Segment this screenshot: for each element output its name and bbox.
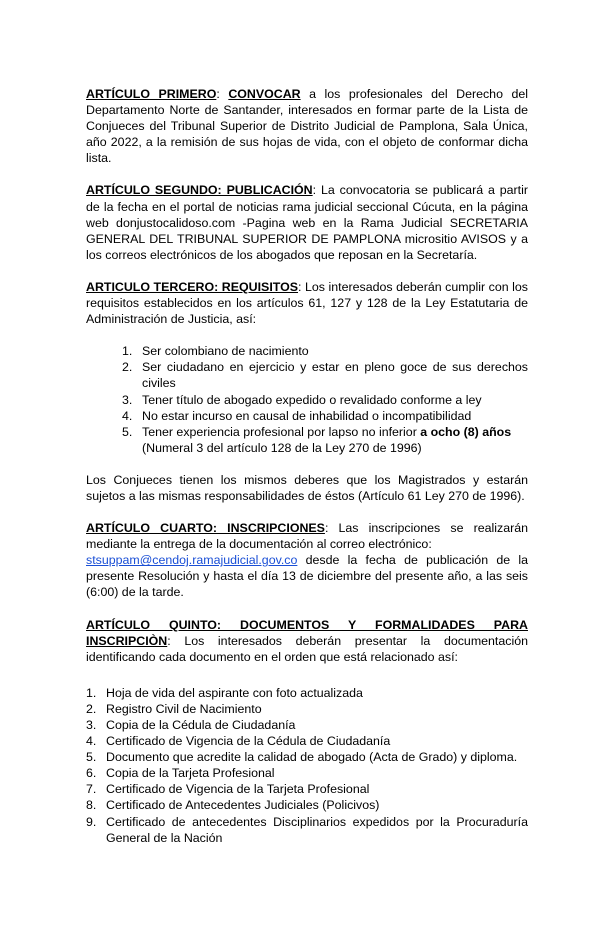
article-4-label: ARTÍCULO CUARTO: INSCRIPCIONES — [86, 521, 325, 536]
list-item: 5. Tener experiencia profesional por lapso no inferior a ocho (8) años (Numeral 3 del artículo 128 de la Ley 270 de 1996) — [122, 424, 512, 455]
article-4 — [86, 520, 528, 600]
article-1-sep: : — [216, 87, 229, 101]
list-item: 1. Hoja de vida del aspirante con foto actualizada — [86, 685, 363, 700]
article-4-text-2: desde la fecha de publicación de la presente Resolución y hasta el día 13 de diciembre del presente año, a las seis (6:00) de la tarde. — [86, 553, 528, 600]
list-item: 4. No estar incurso en causal de inhabilidad o incompatibilidad — [122, 408, 472, 423]
requirement-note: (Numeral 3 del artículo 128 de la Ley 270 de 1996) — [142, 440, 422, 455]
list-item: 9. Certificado de antecedentes Disciplinarios expedidos por la Procuraduría General de la Nación — [86, 814, 528, 845]
article-1-action: CONVOCAR — [228, 87, 301, 101]
article-1-text: a los profesionales del Derecho del Departamento Norte de Santander, interesados en formar parte de la Lista de Conjueces del Tribunal Superior de Distrito Judicial de Pamplona, Sala Única, año 2022, a la remisión de sus hojas de vida, con el objeto de conformar dicha lista. — [86, 87, 529, 166]
list-item: 2. Ser ciudadano en ejercicio y estar en pleno goce de sus derechos civiles — [122, 360, 528, 391]
article-3-label: ARTICULO TERCERO: REQUISITOS — [86, 279, 299, 294]
conjueces-duties: Los Conjueces tienen los mismos deberes que los Magistrados y estarán sujetos a las mismas responsabilidades de éstos (Artículo 61 Ley 270 de 1996). — [86, 472, 528, 503]
article-4-text: : Las inscripciones se realizarán mediante la entrega de la documentación al correo electrónico: — [86, 521, 528, 552]
article-5 — [86, 617, 528, 665]
list-item: 4. Certificado de Vigencia de la Cédula de Ciudadanía — [86, 734, 391, 749]
article-2-label: ARTÍCULO SEGUNDO: PUBLICACIÓN — [86, 183, 313, 198]
documents-list — [86, 685, 528, 846]
document-page — [86, 86, 528, 862]
experience-years: a ocho (8) años — [420, 424, 512, 439]
article-2 — [86, 182, 528, 262]
list-item: 1. Ser colombiano de nacimiento — [122, 344, 309, 359]
article-3 — [86, 279, 528, 327]
article-3-text: : Los interesados deberán cumplir con los requisitos establecidos en los artículos 61, 127 y 128 de la Ley Estatutaria de Administración de Justicia, así: — [86, 279, 529, 327]
list-item: 7. Certificado de Vigencia de la Tarjeta Profesional — [86, 782, 370, 797]
email-link[interactable]: stsuppam@cendoj.ramajudicial.gov.co — [86, 553, 298, 568]
list-item: 5. Documento que acredite la calidad de abogado (Acta de Grado) y diploma. — [86, 750, 518, 765]
article-2-text: : La convocatoria se publicará a partir de la fecha en el portal de noticias rama judicial seccional Cúcuta, en la página web donjustocalidoso.com -Pagina web en la Rama Judicial SECRETARIA GENERAL DEL TRIBUNAL SUPERIOR DE PAMPLONA micrositio AVISOS y a los correos electrónicos de los abogados que reposan en la Secretaría. — [86, 183, 529, 262]
article-1-label: ARTÍCULO PRIMERO — [86, 87, 217, 101]
article-5-text: : Los interesados deberán presentar la documentación identificando cada documento en el orden que está relacionado así: — [86, 633, 528, 664]
list-item: 3. Copia de la Cédula de Ciudadanía — [86, 718, 296, 732]
list-item: 8. Certificado de Antecedentes Judiciales (Policivos) — [86, 798, 380, 813]
list-item: 3. Tener título de abogado expedido o revalidado conforme a ley — [122, 392, 482, 407]
list-item: 2. Registro Civil de Nacimiento — [86, 701, 262, 716]
article-5-label: ARTÍCULO QUINTO: DOCUMENTOS Y FORMALIDADES PARA INSCRIPCIÒN — [86, 617, 528, 648]
list-item: 6. Copia de la Tarjeta Profesional — [86, 766, 275, 781]
requirements-list — [86, 343, 528, 456]
article-1 — [86, 86, 528, 166]
